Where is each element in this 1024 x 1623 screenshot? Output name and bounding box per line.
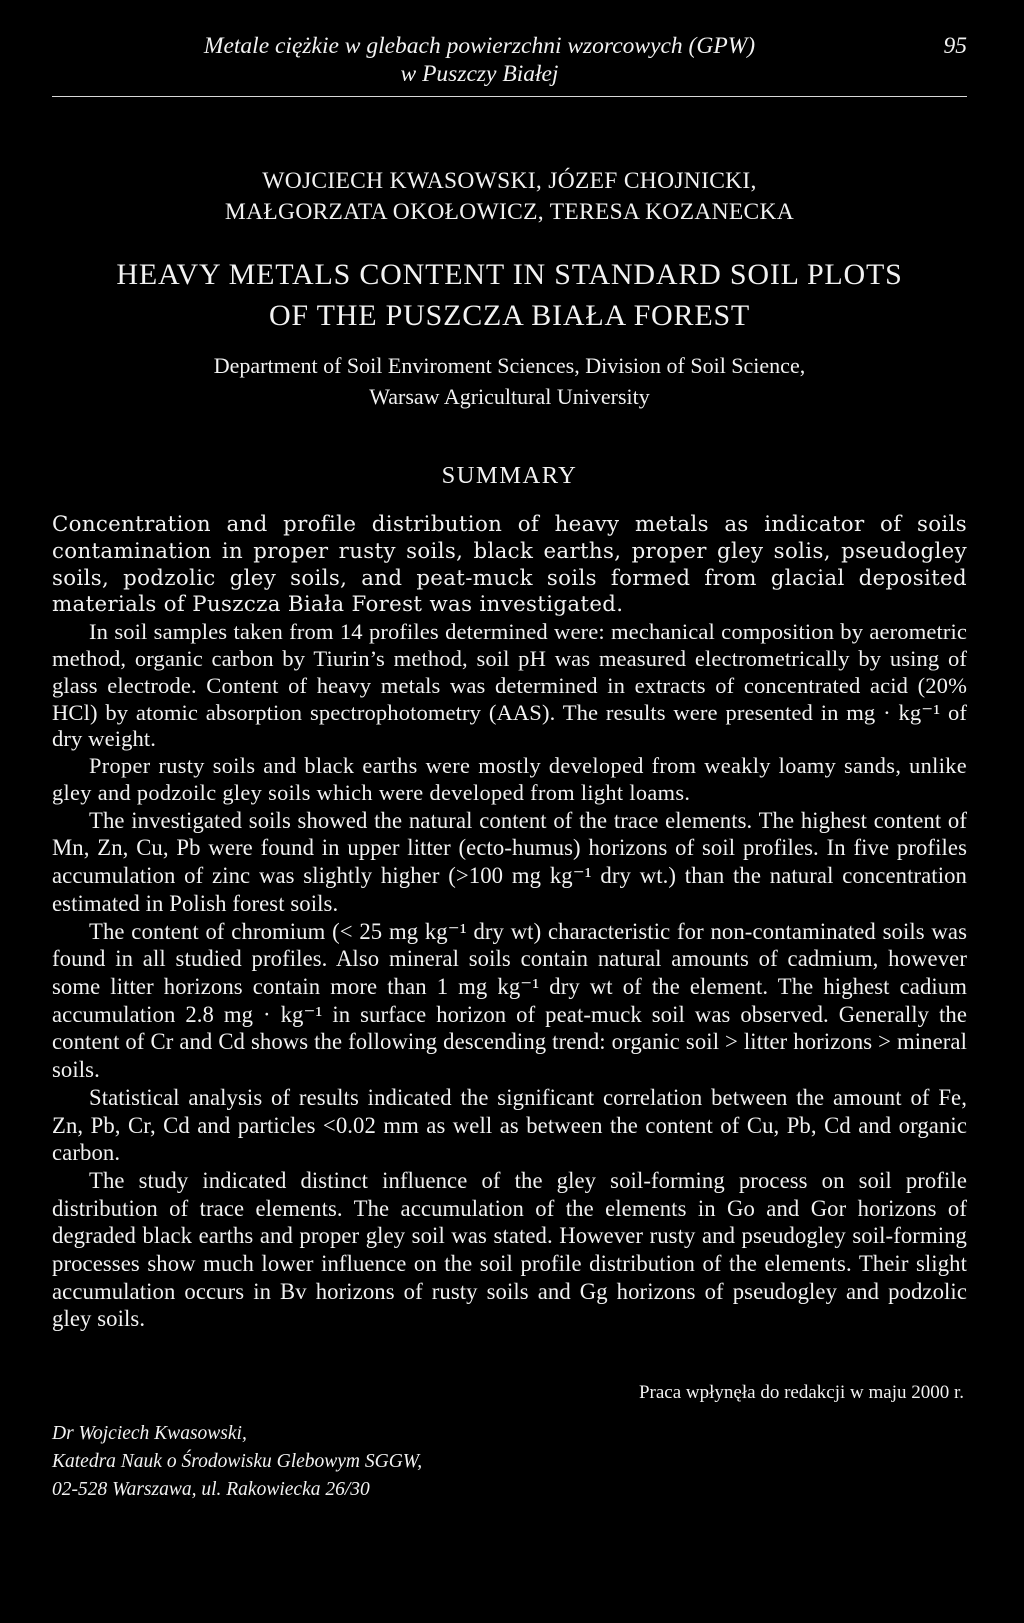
address-line-1: Dr Wojciech Kwasowski, xyxy=(52,1423,247,1444)
summary-paragraph-7: The study indicated distinct influence of the gley soil-forming process on soil profile distribution of trace elements. The accumulation of the elements in Go and Gor horizons of degraded black earths and proper gley soil was stated. However rusty and pseudogley soil-forming processes show much lower influence on the soil profile distribution of the elements. Their slight accumulation occurs in Bv horizons of rusty soils and Gg horizons of pseudogley and podzolic gley soils. xyxy=(52,1167,967,1332)
summary-paragraph-3: Proper rusty soils and black earths were mostly developed from weakly loamy sands, unlike gley and podzoilc gley soils which were developed from light loams. xyxy=(52,753,967,805)
running-title-line-1: Metale ciężkie w glebach powierzchni wzorcowych (GPW) xyxy=(203,33,756,59)
summary-paragraph-4: The investigated soils showed the natural content of the trace elements. The highest content of Mn, Zn, Cu, Pb were found in upper litter (ecto-humus) horizons of soil profiles. In five profiles accumulation of zinc was slightly higher (>100 mg kg⁻¹ dry wt.) than the natural concentration estimated in Polish forest soils. xyxy=(52,807,967,916)
article-title-line-2: OF THE PUSZCZA BIAŁA FOREST xyxy=(268,299,751,332)
affiliation-line-2: Warsaw Agricultural University xyxy=(369,384,650,409)
received-date-note: Praca wpłynęła do redakcji w maju 2000 r. xyxy=(638,1382,964,1403)
page xyxy=(52,30,967,1333)
address-line-3: 02-528 Warszawa, ul. Rakowiecka 26/30 xyxy=(52,1479,370,1500)
summary-heading: SUMMARY xyxy=(441,462,578,489)
address-line-2: Katedra Nauk o Środowisku Glebowym SGGW, xyxy=(52,1451,423,1472)
affiliation-line-1: Department of Soil Enviroment Sciences, Division of Soil Science, xyxy=(213,353,806,378)
running-title xyxy=(52,32,967,88)
summary-paragraph-2: In soil samples taken from 14 profiles determined were: mechanical composition by aerometric method, organic carbon by Tiurin’s method, soil pH was measured electrometrically by using of glass electrode. Content of heavy metals was determined in extracts of concentrated acid (20% HCl) by atomic absorption spectrophotometry (AAS). The results were presented in mg · kg⁻¹ of dry weight. xyxy=(52,619,967,752)
running-title-line-2: w Puszczy Białej xyxy=(400,61,559,87)
summary-paragraph-1: Concentration and profile distribution of heavy metals as indicator of soils contamination in proper rusty soils, black earths, proper gley solis, pseudogley soils, podzolic gley soils, and peat-muck soils formed from glacial deposited materials of Puszcza Biała Forest was investigated. xyxy=(52,512,967,618)
running-header xyxy=(52,30,967,97)
summary-body xyxy=(52,512,967,1333)
affiliation xyxy=(52,350,967,412)
authors xyxy=(52,166,967,228)
article-title-line-1: HEAVY METALS CONTENT IN STANDARD SOIL PLOTS xyxy=(116,258,903,291)
summary-paragraph-6: Statistical analysis of results indicated the significant correlation between the amount of Fe, Zn, Pb, Cr, Cd and particles <0.02 mm as well as between the content of Cu, Pb, Cd and organic carbon. xyxy=(52,1084,967,1166)
authors-line-1: WOJCIECH KWASOWSKI, JÓZEF CHOJNICKI, xyxy=(262,168,757,194)
author-address xyxy=(52,1420,422,1504)
authors-line-2: MAŁGORZATA OKOŁOWICZ, TERESA KOZANECKA xyxy=(224,199,795,225)
summary-paragraph-5: The content of chromium (< 25 mg kg⁻¹ dry wt) characteristic for non-contaminated soils was found in all studied profiles. Also mineral soils contain natural amounts of cadmium, however some litter horizons contain more than 1 mg kg⁻¹ dry wt of the element. The highest cadium accumulation 2.8 mg · kg⁻¹ in surface horizon of peat-muck soil was observed. Generally the content of Cr and Cd shows the following descending trend: organic soil > litter horizons > mineral soils. xyxy=(52,918,967,1083)
article-title xyxy=(52,254,967,336)
page-number: 95 xyxy=(943,33,967,59)
